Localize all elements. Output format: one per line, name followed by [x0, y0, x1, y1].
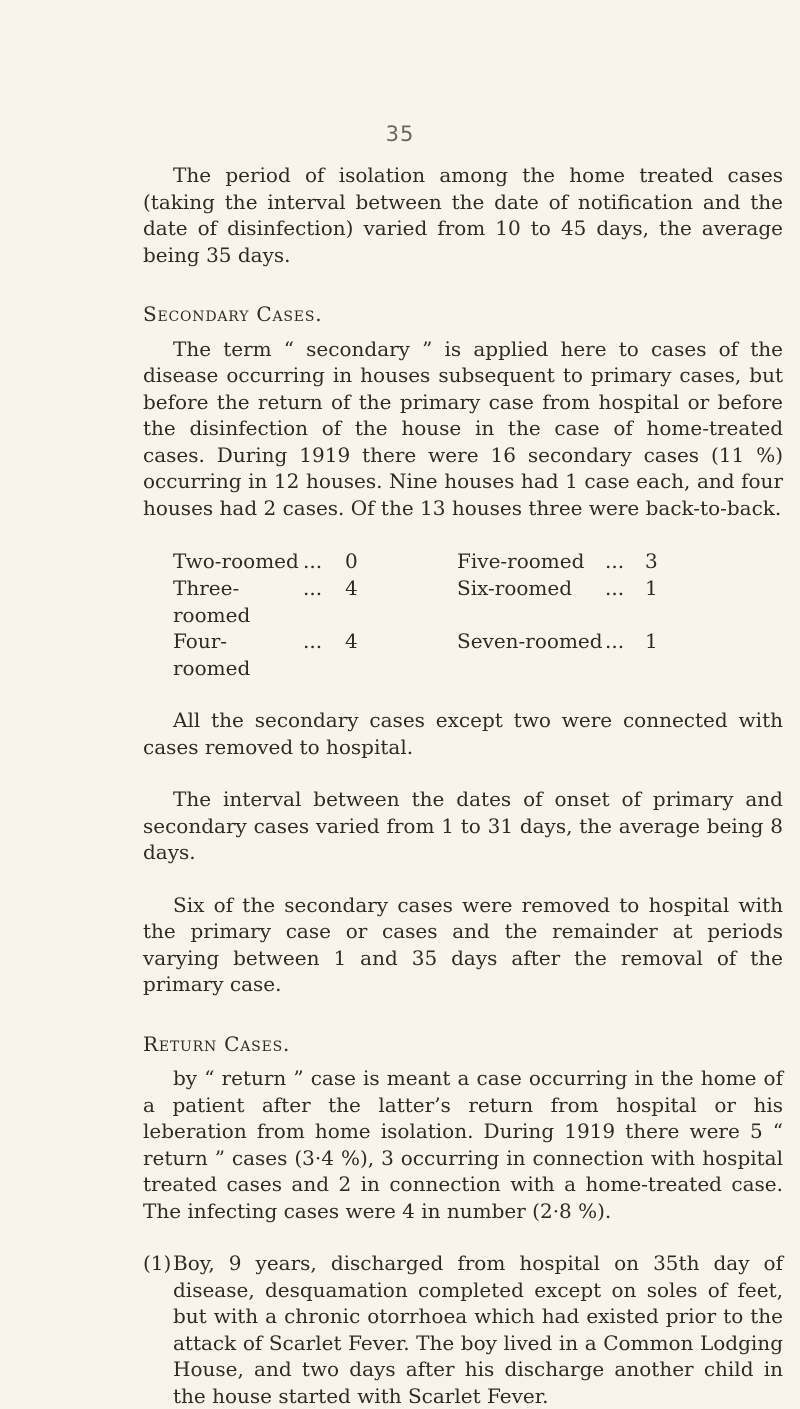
room-count: 4	[345, 576, 358, 600]
room-count: 4	[345, 629, 358, 653]
isolation-paragraph: The period of isolation among the home treated cases (taking the interval between the date of notification and the date of disinfection) varied from 10 to 45 days, the average being 35 days.	[143, 163, 783, 267]
leader-dots: ...	[303, 576, 323, 600]
leader-dots: ...	[605, 549, 625, 573]
page-number: 35	[385, 122, 415, 146]
rooms-table	[173, 548, 675, 681]
return-cases-heading: Return Cases.	[143, 1031, 291, 1056]
secondary-intro-paragraph: The term “ secondary ” is applied here to cases of the disease occurring in houses subsequent to primary cases, but before the return of the primary case from hospital or before the disinfection of the house in the case of home-treated cases. During 1919 there were 16 secondary cases (11 %) occurring in 12 houses. Nine houses had 1 case each, and four houses had 2 cases. Of the 13 houses three were back-to-back.	[143, 336, 783, 520]
return-intro-paragraph: by “ return ” case is meant a case occurring in the home of a patient after the latter’s return from hospital or his leberation from home isolation. During 1919 there were 5 “ return ” cases (3·4 %), 3 occurring in connection with hospital treated cases and 2 in connection with a home-treated case. The infecting cases were 4 in number (2·8 %).	[143, 1066, 783, 1223]
list-marker: (1)	[143, 1251, 172, 1275]
room-count: 1	[645, 629, 658, 653]
removed-paragraph: Six of the secondary cases were removed to hospital with the primary case or cases and the remainder at periods varying between 1 and 35 days after the removal of the primary case.	[143, 892, 783, 996]
list-item-text: Boy, 9 years, discharged from hospital on 35th day of disease, desquamation completed except on soles of feet, but with a chronic otorrhoea which had existed prior to the attack of Scarlet Fever. The boy lived in a Common Lodging House, and two days after his discharge another child in the house started with Scarlet Fever.	[173, 1251, 783, 1408]
room-type-label: Three-roomed	[173, 576, 251, 627]
list-item	[143, 1250, 783, 1409]
room-count: 0	[345, 549, 358, 573]
leader-dots: ...	[605, 576, 625, 600]
room-type-label: Two-roomed	[173, 549, 299, 573]
leader-dots: ...	[303, 629, 323, 653]
leader-dots: ...	[303, 549, 323, 573]
table-row	[173, 575, 675, 628]
table-row	[173, 548, 675, 575]
leader-dots: ...	[605, 629, 625, 653]
table-row	[173, 628, 675, 681]
page-body	[143, 162, 783, 1409]
room-count: 1	[645, 576, 658, 600]
secondary-cases-heading: Secondary Cases.	[143, 302, 323, 326]
room-type-label: Five-roomed	[457, 549, 585, 573]
room-count: 3	[645, 549, 658, 573]
connected-paragraph: All the secondary cases except two were connected with cases removed to hospital.	[143, 708, 783, 759]
interval-paragraph: The interval between the dates of onset of primary and secondary cases varied from 1 to 31 days, the average being 8 days.	[143, 787, 783, 864]
room-type-label: Seven-roomed	[457, 629, 603, 653]
room-type-label: Six-roomed	[457, 576, 573, 600]
room-type-label: Four-roomed	[173, 629, 251, 680]
